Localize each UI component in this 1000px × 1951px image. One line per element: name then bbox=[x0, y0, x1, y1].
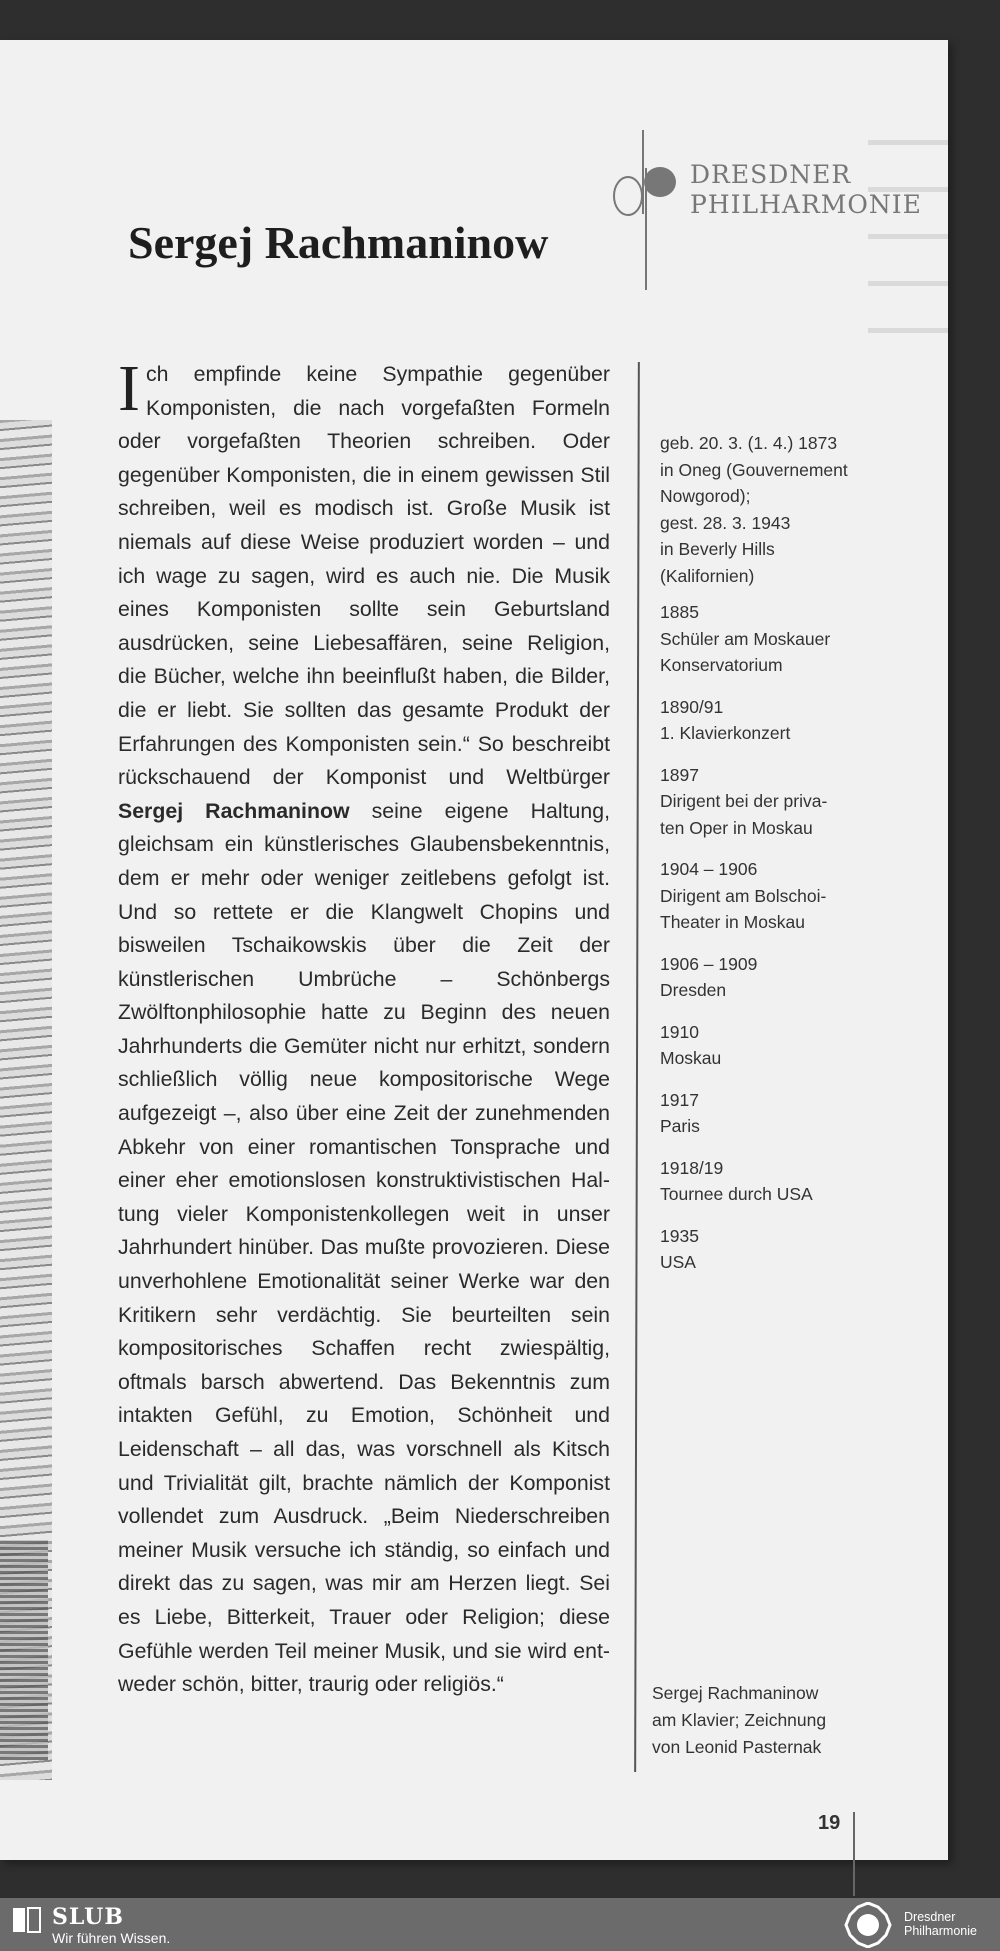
timeline-date: 1897 bbox=[660, 764, 699, 785]
timeline-entry bbox=[660, 1223, 910, 1276]
dresdner-philharmonie-emblem-icon[interactable] bbox=[842, 1902, 894, 1948]
drop-cap: I bbox=[118, 352, 140, 425]
composer-name-bold: Sergej Rachmaninow bbox=[118, 798, 350, 823]
biography-timeline bbox=[660, 430, 910, 1291]
timeline-text: Tournee durch USA bbox=[660, 1184, 813, 1204]
article-text-part1: ch empfinde keine Sympathie gegenüber Komponisten, die nach vorgefaßten Formeln oder vorgefaßten Theorien schreiben. Oder gegenüber Komponisten, die in einem gewissen Stil schreiben, weil es modisch ist. Große Musik ist niemals auf diese Weise produziert worden – und ich wage zu sagen, wird es auch nie. Die Musik eines Komponisten sollte sein Geburtsland ausdrücken, seine Liebesaffären, seine Religion, die Bücher, welche ihn beeinflußt haben, die Bilder, die er liebt. Sie sollten das gesamte Produkt der Erfahrungen des Komponisten sein.“ So beschreibt rückschauend der Komponist und Weltbürger bbox=[118, 362, 610, 790]
viewer-footer-bar bbox=[0, 1898, 1000, 1951]
article-text-part2: seine eigene Haltung, gleichsam ein künstlerisches Glaubensbekenntnis, dem er mehr oder weniger zeitlebens gefolgt ist. Und so rettete er die Klangwelt Chopins und bisweilen Tschaikowskis über die Zeit der künstlerischen Umbrüche – Schönbergs Zwölftonphilosophie hatte zu Beginn des neuen Jahrhunderts die Gemüter nicht nur erhitzt, sondern schließlich völlig neue kompositorische Wege aufgezeigt –, also über eine Zeit der zunehmenden Abkehr von einer romantischen Tonsprache und einer eher emotionslosen konstruktivistischen Haltung vieler Komponistenkollegen weit in unser Jahrhundert hinüber. Das mußte provozieren. Diese unverhohlene Emotionalität seiner Werke war den Kritikern sehr verdächtig. Sie beurteilten sein kompositorisches Schaffen recht zwiespältig, oftmals barsch abwertend. Das Bekenntnis zum intakten Gefühl, zu Emotion, Schönheit und Leidenschaft – all das, was vorschnell als Kitsch und Trivialität gilt, brachte nämlich der Komponist vollendet zum Ausdruck. „Beim Niederschreiben meiner Musik versuche ich ständig, so einfach und direkt das zu sagen, was mir am Herzen liegt. Sei es Liebe, Bitterkeit, Trauer oder Religion; diese Gefühle werden Teil meiner Musik, und sie wird entweder schön, bitter, traurig oder religiös.“ bbox=[118, 798, 610, 1697]
timeline-entry bbox=[660, 1087, 910, 1140]
dresdner-philharmonie-footer-text[interactable]: Dresdner Philharmonie bbox=[904, 1910, 977, 1938]
timeline-text: Paris bbox=[660, 1116, 700, 1136]
document-page bbox=[0, 40, 948, 1860]
facing-page-illustration-bottom bbox=[0, 1540, 48, 1760]
timeline-date: 1890/91 bbox=[660, 696, 724, 717]
dresdner-philharmonie-logo bbox=[596, 130, 922, 290]
birth-death-info: geb. 20. 3. (1. 4.) 1873 in Oneg (Gouvernement Nowgorod); gest. 28. 3. 1943 in Beverly Hills (Kalifornien) bbox=[660, 433, 848, 586]
timeline-entry bbox=[660, 951, 910, 1004]
timeline-text: Moskau bbox=[660, 1048, 722, 1068]
timeline-date: 1935 bbox=[660, 1225, 699, 1246]
timeline-date: 1885 bbox=[660, 602, 699, 622]
slub-book-icon[interactable] bbox=[12, 1907, 42, 1933]
timeline-text: 1. Klavierkonzert bbox=[660, 723, 791, 743]
logo-text-line1: DRESDNER bbox=[690, 160, 852, 189]
timeline-entry bbox=[660, 694, 910, 747]
timeline-entry bbox=[660, 599, 910, 679]
df-logo-mark-icon bbox=[596, 130, 686, 290]
timeline-date: 1906 – 1909 bbox=[660, 953, 758, 974]
page-title: Sergej Rachmaninow bbox=[128, 217, 549, 268]
timeline-date: 1918/19 bbox=[660, 1157, 724, 1178]
timeline-entry bbox=[660, 1019, 910, 1072]
column-divider bbox=[634, 362, 640, 1772]
timeline-text: Dresden bbox=[660, 980, 727, 1000]
timeline-entry bbox=[660, 1155, 910, 1208]
timeline-entry bbox=[660, 762, 910, 842]
article-body bbox=[118, 352, 610, 1702]
timeline-date: 1917 bbox=[660, 1089, 699, 1110]
logo-text-line2: PHILHARMONIE bbox=[690, 190, 922, 219]
page-number-rule bbox=[853, 1812, 855, 1896]
timeline-date: 1910 bbox=[660, 1021, 699, 1042]
timeline-entry bbox=[660, 856, 910, 936]
timeline-text: Dirigent am Bolschoi- Theater in Moskau bbox=[660, 885, 827, 932]
slub-logo-text[interactable]: SLUB bbox=[52, 1904, 124, 1930]
slub-slogan: Wir führen Wissen. bbox=[52, 1930, 171, 1946]
page-number: 19 bbox=[818, 1812, 841, 1834]
timeline-text: Schüler am Moskauer Konservatorium bbox=[660, 628, 831, 675]
timeline-text: Dirigent bei der priva- ten Oper in Moskau bbox=[660, 791, 828, 838]
image-caption: Sergej Rachmaninow am Klavier; Zeichnung von Leonid Pasternak bbox=[652, 1683, 827, 1757]
timeline-date: 1904 – 1906 bbox=[660, 859, 758, 879]
timeline-text: USA bbox=[660, 1252, 696, 1272]
